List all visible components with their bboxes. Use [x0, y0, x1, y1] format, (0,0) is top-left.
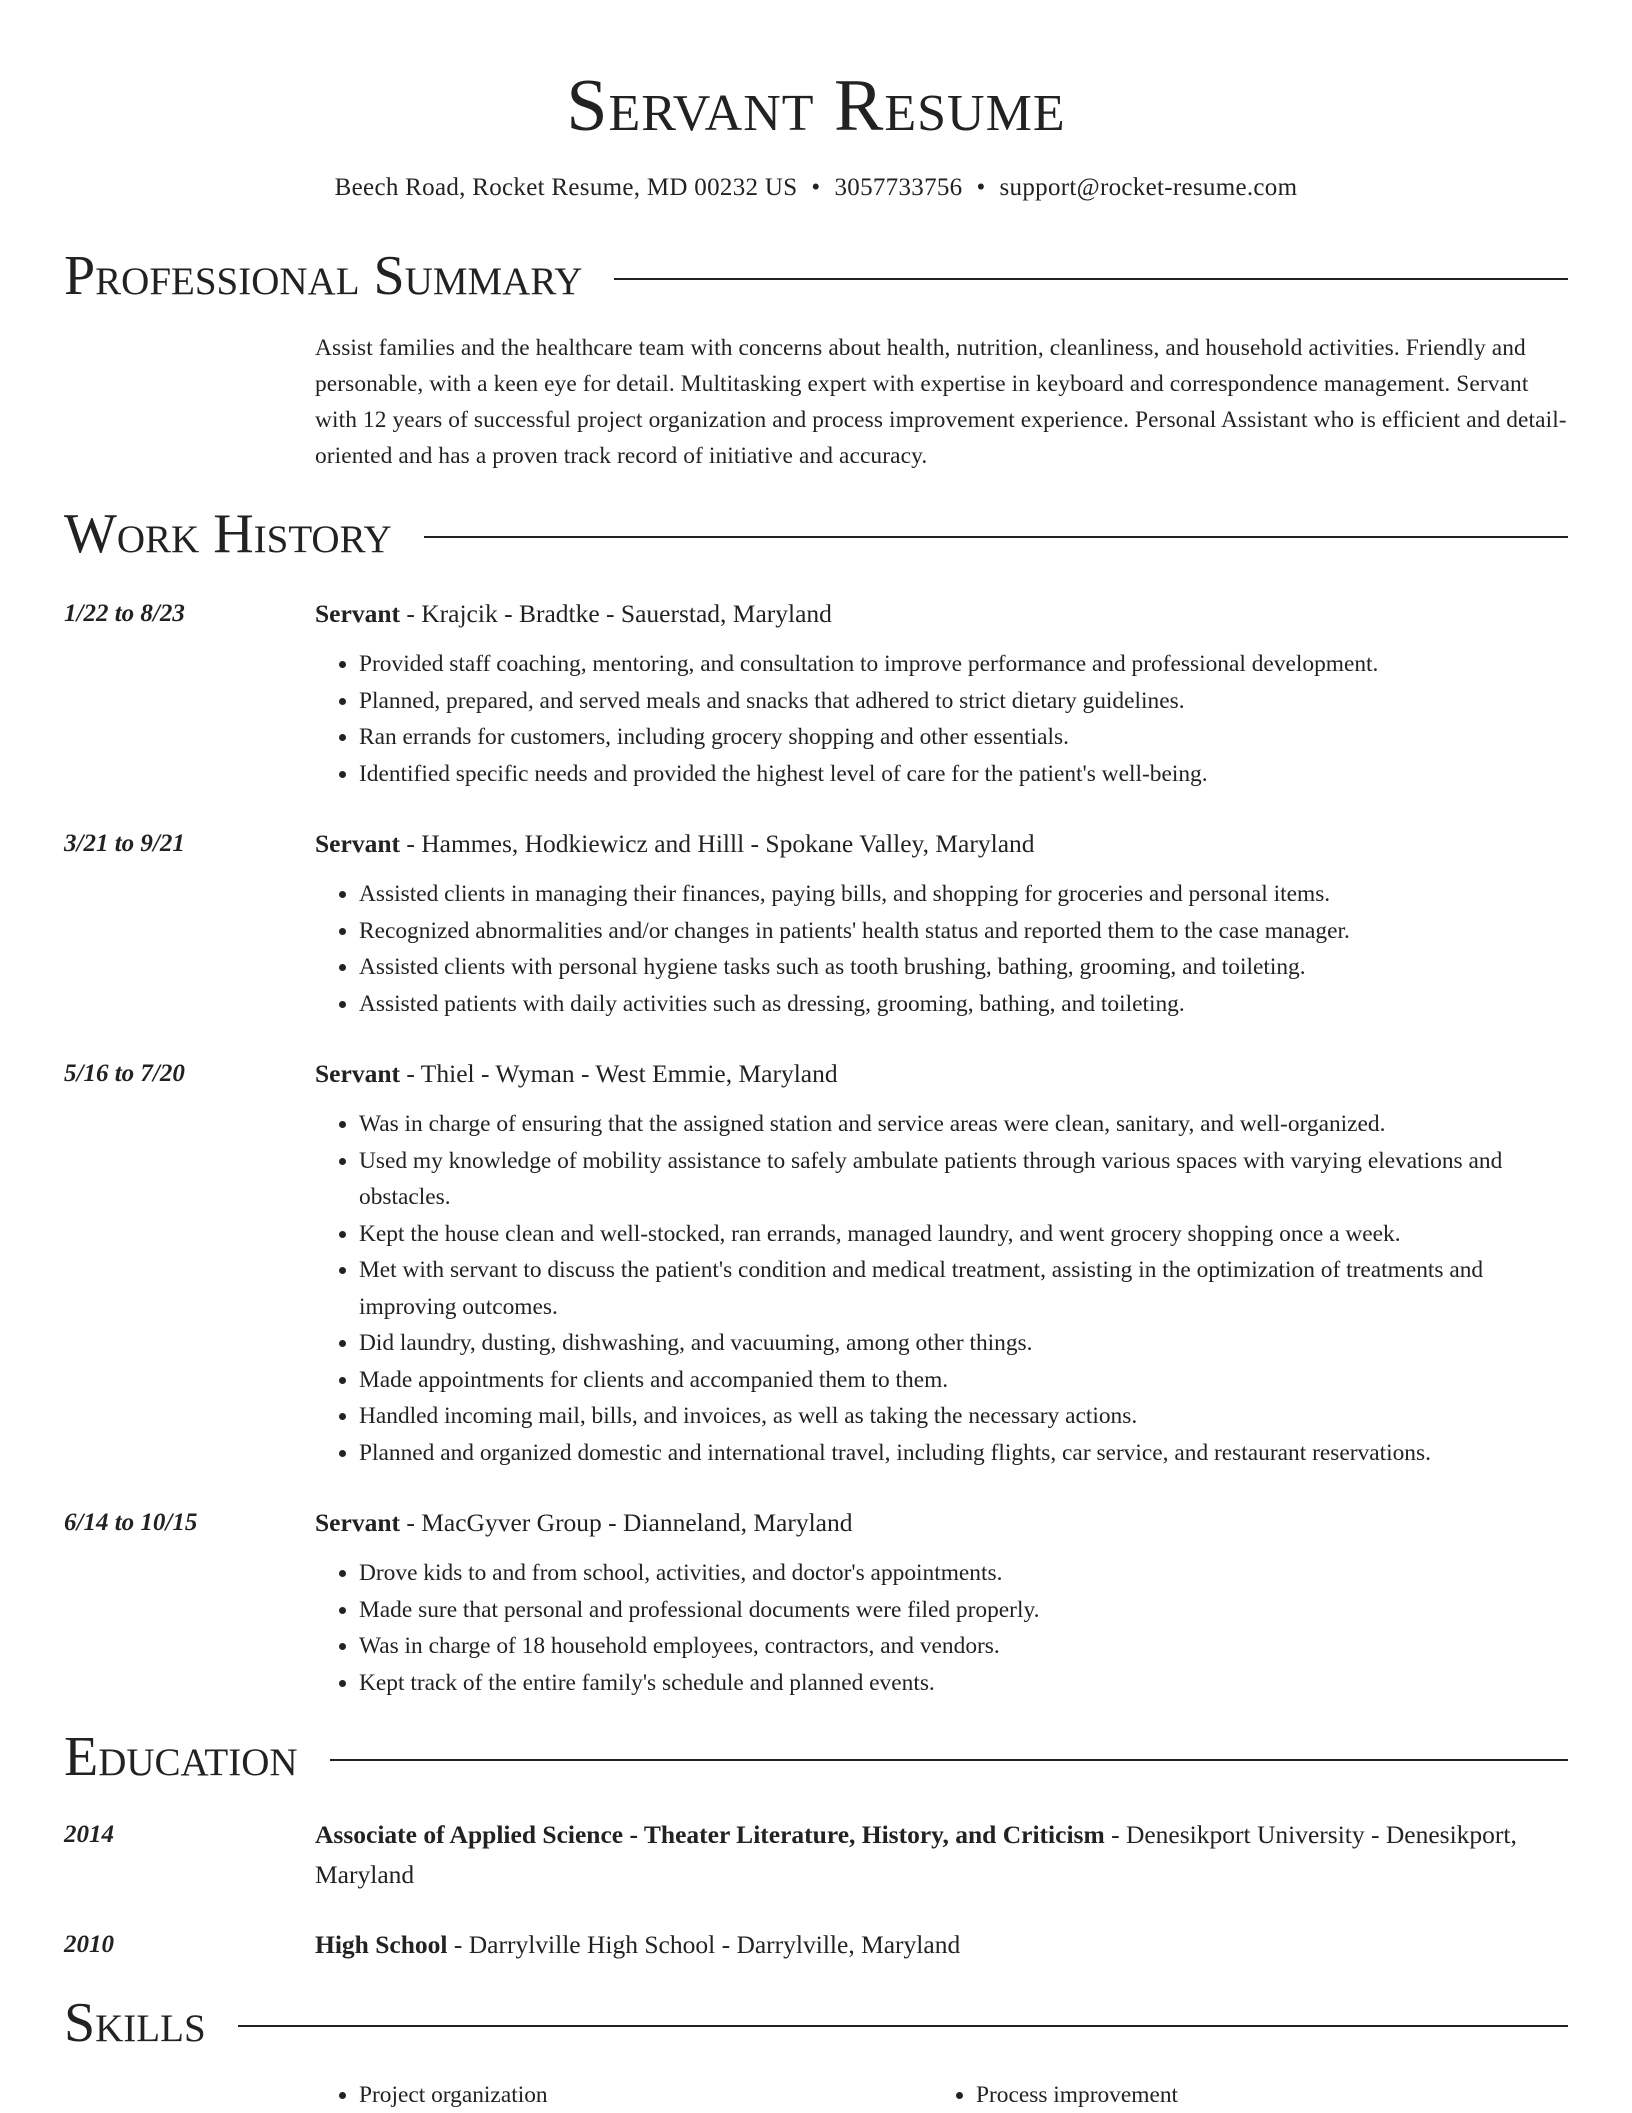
- job-bullet: • Kept the house clean and well-stocked, ran errands, managed laundry, and went grocery shopping once a week.: [359, 1216, 1568, 1253]
- job-employer: - Hammes, Hodkiewicz and Hilll - Spokane Valley, Maryland: [400, 829, 1035, 858]
- job-bullets: [315, 646, 1568, 792]
- contact-phone: 3057733756: [834, 174, 963, 201]
- job-entry: [64, 824, 1568, 1022]
- job-employer: - Krajcik - Bradtke - Sauerstad, Maryland: [400, 599, 832, 628]
- education-degree: Associate of Applied Science - Theater Literature, History, and Criticism: [315, 1820, 1105, 1849]
- job-bullet: • Recognized abnormalities and/or changes in patients' health status and reported them to the case manager.: [359, 913, 1568, 950]
- section-heading-work-history: [64, 502, 1568, 566]
- job-employer: - Thiel - Wyman - West Emmie, Maryland: [400, 1059, 838, 1088]
- job-bullet: • Identified specific needs and provided the highest level of care for the patient's well-being.: [359, 756, 1568, 793]
- skill-item: • Process improvement: [976, 2077, 1568, 2113]
- job-bullet: • Assisted clients in managing their finances, paying bills, and shopping for groceries and personal items.: [359, 876, 1568, 913]
- job-bullet: • Assisted patients with daily activities such as dressing, grooming, bathing, and toileting.: [359, 986, 1568, 1023]
- skills-list: [315, 2077, 1568, 2113]
- section-rule: [330, 1759, 1568, 1761]
- job-bullet: • Used my knowledge of mobility assistance to safely ambulate patients through various spaces with varying elevations and obstacles.: [359, 1143, 1568, 1216]
- job-date: 3/21 to 9/21: [64, 830, 185, 857]
- job-bullet: • Provided staff coaching, mentoring, and consultation to improve performance and professional development.: [359, 646, 1568, 683]
- job-bullets: [315, 1106, 1568, 1471]
- education-school: - Denesikport University - Denesikport, Maryland: [315, 1820, 1517, 1889]
- job-entry: [64, 594, 1568, 792]
- job-title: Servant: [315, 1059, 400, 1088]
- summary-text: Assist families and the healthcare team with concerns about health, nutrition, cleanliness, and household activities. Friendly and personable, with a keen eye for detail. Multitasking expert with expertise in keyboard and correspondence management. Servant with 12 years of successful project organization and process improvement experience. Personal Assistant who is efficient and detail-oriented and has a proven track record of initiative and accuracy.: [315, 335, 1567, 469]
- section-title: Education: [64, 1726, 298, 1788]
- education-date: 2014: [64, 1821, 114, 1848]
- section-heading-skills: [64, 1991, 1568, 2055]
- section-title: Work History: [64, 503, 392, 565]
- section-title: Professional Summary: [64, 245, 583, 307]
- education-date: 2010: [64, 1931, 114, 1958]
- job-bullet: • Drove kids to and from school, activities, and doctor's appointments.: [359, 1555, 1568, 1592]
- section-rule: [238, 2025, 1568, 2027]
- contact-separator: •: [811, 174, 821, 201]
- job-title: Servant: [315, 1508, 400, 1537]
- job-bullet: • Made appointments for clients and accompanied them to them.: [359, 1362, 1568, 1399]
- education-school: - Darrylville High School - Darrylville, Maryland: [447, 1930, 961, 1959]
- section-rule: [424, 536, 1568, 538]
- section-title: Skills: [64, 1992, 206, 2054]
- education-entry: [64, 1815, 1568, 1895]
- job-bullet: • Assisted clients with personal hygiene tasks such as tooth brushing, bathing, grooming, and toileting.: [359, 949, 1568, 986]
- job-bullet: • Made sure that personal and professional documents were filed properly.: [359, 1592, 1568, 1629]
- job-date: 1/22 to 8/23: [64, 600, 185, 627]
- skills-column-right: [932, 2077, 1568, 2113]
- job-date: 5/16 to 7/20: [64, 1060, 185, 1087]
- contact-separator: •: [976, 174, 986, 201]
- job-bullets: [315, 876, 1568, 1022]
- contact-line: [64, 172, 1568, 204]
- job-bullet: • Planned, prepared, and served meals and snacks that adhered to strict dietary guidelines.: [359, 683, 1568, 720]
- resume-name: Servant Resume: [566, 65, 1066, 147]
- section-rule: [614, 278, 1568, 280]
- job-bullet: • Was in charge of 18 household employees, contractors, and vendors.: [359, 1628, 1568, 1665]
- work-history-list: [64, 594, 1568, 1701]
- education-degree: High School: [315, 1930, 448, 1959]
- job-bullet: • Handled incoming mail, bills, and invoices, as well as taking the necessary actions.: [359, 1398, 1568, 1435]
- job-bullet: • Was in charge of ensuring that the assigned station and service areas were clean, sanitary, and well-organized.: [359, 1106, 1568, 1143]
- job-bullets: [315, 1555, 1568, 1701]
- job-employer: - MacGyver Group - Dianneland, Maryland: [400, 1508, 853, 1537]
- contact-email: support@rocket-resume.com: [999, 174, 1298, 201]
- skill-item: • Project organization: [359, 2077, 932, 2113]
- section-heading-education: [64, 1725, 1568, 1789]
- job-bullet: • Kept track of the entire family's schedule and planned events.: [359, 1665, 1568, 1702]
- skills-column-left: [315, 2077, 932, 2113]
- section-heading-summary: [64, 244, 1568, 308]
- contact-address: Beech Road, Rocket Resume, MD 00232 US: [334, 174, 798, 201]
- job-entry: [64, 1503, 1568, 1701]
- job-title: Servant: [315, 829, 400, 858]
- education-list: [64, 1815, 1568, 1965]
- job-bullet: • Met with servant to discuss the patient's condition and medical treatment, assisting in the optimization of treatments and improving outcomes.: [359, 1252, 1568, 1325]
- education-entry: [64, 1925, 1568, 1965]
- job-bullet: • Planned and organized domestic and international travel, including flights, car service, and restaurant reservations.: [359, 1435, 1568, 1472]
- job-bullet: • Ran errands for customers, including grocery shopping and other essentials.: [359, 719, 1568, 756]
- job-title: Servant: [315, 599, 400, 628]
- job-entry: [64, 1054, 1568, 1471]
- job-date: 6/14 to 10/15: [64, 1509, 198, 1536]
- job-bullet: • Did laundry, dusting, dishwashing, and vacuuming, among other things.: [359, 1325, 1568, 1362]
